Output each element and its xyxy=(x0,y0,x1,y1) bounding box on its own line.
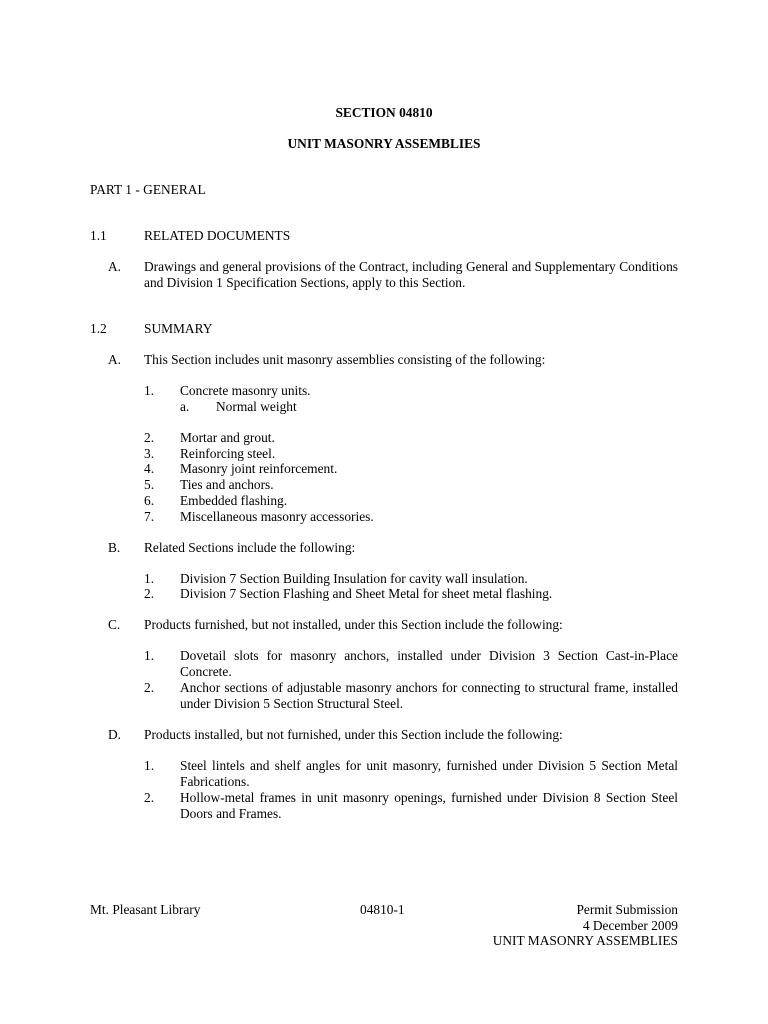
list-item-number: 2. xyxy=(144,680,155,695)
article-1-2-heading: SUMMARY xyxy=(144,321,213,336)
article-1-1-heading: RELATED DOCUMENTS xyxy=(144,228,291,243)
list-item-number: 1. xyxy=(144,571,155,586)
sub-item-text: Normal weight xyxy=(216,399,297,414)
list-item-number: 2. xyxy=(144,586,155,601)
footer-status: Permit Submission xyxy=(576,902,678,917)
list-item-text: Mortar and grout. xyxy=(180,430,275,445)
list-item-text: Ties and anchors. xyxy=(180,477,274,492)
list-item-text: Division 7 Section Flashing and Sheet Metal for sheet metal flashing. xyxy=(180,586,553,601)
paragraph-marker: A. xyxy=(108,259,122,274)
section-number: SECTION 04810 xyxy=(335,105,433,120)
footer-date: 4 December 2009 xyxy=(582,918,678,933)
footer-project: Mt. Pleasant Library xyxy=(90,902,201,917)
paragraph-text: This Section includes unit masonry assemblies consisting of the following: xyxy=(144,352,546,367)
section-title: UNIT MASONRY ASSEMBLIES xyxy=(287,136,481,151)
list-item-text: Miscellaneous masonry accessories. xyxy=(180,509,374,524)
list-item-text: Masonry joint reinforcement. xyxy=(180,461,338,476)
paragraph-text: Drawings and general provisions of the Contract, including General and Supplementary Conditions and Division 1 Specification Sections, apply to this Section. xyxy=(144,259,678,290)
list-item-text: Hollow-metal frames in unit masonry openings, furnished under Division 8 Section Steel Doors and Frames. xyxy=(180,790,678,821)
footer-page-number: 04810-1 xyxy=(360,902,405,917)
list-item-text: Steel lintels and shelf angles for unit masonry, furnished under Division 5 Section Metal Fabrications. xyxy=(180,758,678,789)
list-item-number: 6. xyxy=(144,493,155,508)
sub-item-marker: a. xyxy=(180,399,190,414)
paragraph-marker: C. xyxy=(108,617,121,632)
paragraph-marker: B. xyxy=(108,540,121,555)
list-item-number: 7. xyxy=(144,509,155,524)
paragraph-text: Related Sections include the following: xyxy=(144,540,356,555)
list-item-number: 1. xyxy=(144,758,155,773)
list-item-text: Concrete masonry units. xyxy=(180,383,311,398)
list-item-text: Anchor sections of adjustable masonry anchors for connecting to structural frame, installed under Division 5 Section Structural Steel. xyxy=(180,680,678,711)
paragraph-marker: A. xyxy=(108,352,122,367)
paragraph-text: Products installed, but not furnished, under this Section include the following: xyxy=(144,727,563,742)
list-item-number: 3. xyxy=(144,446,155,461)
article-1-1-number: 1.1 xyxy=(90,228,107,243)
list-item-text: Embedded flashing. xyxy=(180,493,288,508)
list-item-number: 2. xyxy=(144,790,155,805)
paragraph-text: Products furnished, but not installed, under this Section include the following: xyxy=(144,617,563,632)
list-item-text: Division 7 Section Building Insulation for cavity wall insulation. xyxy=(180,571,528,586)
article-1-2-number: 1.2 xyxy=(90,321,107,336)
list-item-text: Reinforcing steel. xyxy=(180,446,276,461)
list-item-number: 2. xyxy=(144,430,155,445)
list-item-text: Dovetail slots for masonry anchors, installed under Division 3 Section Cast-in-Place Concrete. xyxy=(180,648,678,679)
paragraph-marker: D. xyxy=(108,727,122,742)
part-heading: PART 1 - GENERAL xyxy=(90,182,206,197)
list-item-number: 1. xyxy=(144,648,155,663)
list-item-number: 4. xyxy=(144,461,155,476)
footer-title: UNIT MASONRY ASSEMBLIES xyxy=(492,933,678,948)
list-item-number: 5. xyxy=(144,477,155,492)
list-item-number: 1. xyxy=(144,383,155,398)
